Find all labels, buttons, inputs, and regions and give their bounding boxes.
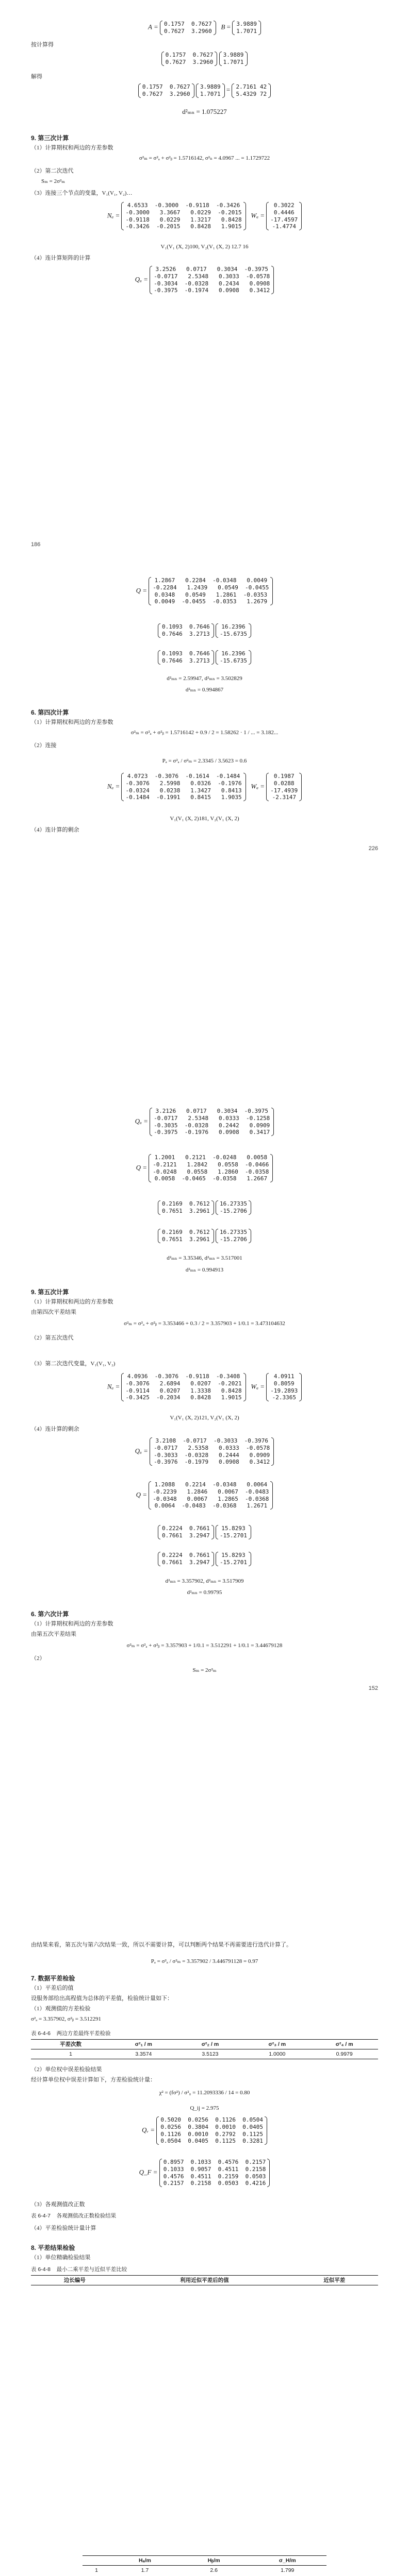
sec9-step4: V₁(V₁ (X, 2)100, V₂(V₁ (X, 2) 12.7 16 [160, 244, 249, 250]
sec13-line8: （4）平差检验统计量计算 [31, 2225, 96, 2231]
matrix-m_big2 [152, 266, 271, 294]
matrix-row: 2.7161 42 [236, 83, 267, 90]
sec11-eq1: σ²ₘ = σ²ₐ + σ²ᵦ = 3.353466 + 0.3 / 2 = 3.357903 + 1/0.1 = 3.473104632 [124, 1320, 285, 1327]
table-heights [83, 2555, 326, 2576]
matrix-row: 4.0723 -0.3076 -0.1614 -0.1484 [127, 773, 240, 779]
matrix-row: -0.2284 1.2439 0.0549 -0.0455 [153, 584, 269, 591]
sec11-matrix-system: Nₐ = 4.0936 -0.3076 -0.9118 -0.3408 -0.3076 2.6894 0.0207 -0.2021 -0.9114 0.0207 1.3338 0.8428 -0.3425 -0.2034 0.8428 1.9015 Wₐ = 4.0911 0.8059 -19.2893 -2.3365 [0, 1373, 409, 1401]
sec10b-eq-4 [0, 1229, 409, 1243]
result-1: d²ₘₙ = 1.075227 [182, 108, 227, 115]
table-cell: 3.3574 [135, 2051, 152, 2058]
eq-A-label: A = [148, 23, 158, 31]
sec12-eq3: Pₐ = σ²ₐ / σ²ₘ = 3.357902 / 3.446791128 = 0.97 [151, 1958, 258, 1964]
eq-solution-1: 0.1757 0.7627 0.7627 3.2960 3.9889 1.7071 = 2.7161 42 5.4329 72 [0, 83, 409, 98]
sec9-step2: （2）第二次迭代 [31, 168, 74, 174]
sec13-matrix-qf: Q_F = 0.8957 0.1033 0.4576 0.2157 0.1033 0.9057 0.4511 0.2158 0.4576 0.4511 0.2159 0.0503 0.2157 0.2158 0.0503 0.4216 [0, 2159, 409, 2187]
sec10b-matrix-2: Q = 1.2001 0.2121 -0.0248 0.0058 -0.2121 1.2842 0.0558 -0.0466 -0.0248 0.0558 1.2860 -0.0358 0.0058 -0.0465 -0.0358 1.2667 [0, 1154, 409, 1182]
matrix-row: 4.6533 -0.3000 -0.9118 -0.3426 [127, 202, 240, 209]
table1-wrap [31, 2039, 378, 2059]
sec13-line2: 设服务部给出高程值为总体的平差值，检验统计量如下： [31, 1995, 173, 2002]
matrix-row: 0.7651 3.2961 [162, 1235, 210, 1243]
sec10-eq1: σ²ₘ = σ²ₐ + σ²ᵦ = 1.5716142 + 0.9 / 2 = 1.58262 · 1 / ... = 3.182... [130, 730, 279, 736]
table-header-cell: σ_H/m [279, 2557, 296, 2564]
matrix-m_c5 [218, 650, 249, 665]
table-cell: 1 [95, 2567, 98, 2574]
matrix-row: -0.9118 0.0229 1.3217 0.8428 [125, 216, 242, 223]
sec9b-eq-3 [0, 650, 409, 665]
matrix-m_c4 [160, 650, 211, 665]
matrix-m_d6 [218, 1229, 249, 1243]
matrix-row: -0.3076 2.5998 0.0326 -0.1976 [125, 779, 242, 787]
table-cell: 3.5123 [202, 2051, 219, 2058]
table3-wrap [31, 2275, 378, 2285]
sec12-step1b: 由第五次平差结果 [31, 1631, 76, 1637]
matrix-row: 0.7627 3.2960 [163, 27, 212, 35]
matrix-m_F1 [199, 83, 222, 98]
heading-sec10: 6. 第四次计算 [31, 709, 69, 716]
sec11-step3: （3）第二次迭代变量，V₁(V₁, V₂) [31, 1361, 116, 1367]
matrix-row: -15.6735 [219, 657, 247, 664]
matrix-row: 3.9889 [200, 83, 221, 90]
table-cell: 0.9979 [336, 2051, 353, 2058]
sec10-step1: （1）计算期权和两边的方差参数 [31, 719, 113, 725]
table-header-cell: σ²₂ / m [201, 2041, 219, 2047]
sec9b-matrix-1: Q = 1.2867 0.2284 -0.0348 0.0049 -0.2284 1.2439 0.0549 -0.0455 0.0348 0.0549 1.2861 -0.0353 0.0049 -0.0455 -0.0353 1.2679 [0, 577, 409, 605]
matrix-row: -0.3034 -0.0328 0.2434 0.0908 [154, 280, 270, 287]
matrix-row: -17.4939 [270, 787, 298, 794]
page-number-3: 152 [368, 1685, 378, 1691]
matrix-row: -15.2701 [219, 1532, 247, 1539]
sec9-matrix-system: Nₐ = 4.6533 -0.3000 -0.9118 -0.3426 -0.3000 3.3667 0.0229 -0.2015 -0.9118 0.0229 1.3217 0.8428 -0.3426 -0.2015 0.8428 1.9015 Wₐ = 0.3022 0.4446 -17.4597 -1.4774 [0, 202, 409, 230]
matrix-row: 4.0911 [273, 1373, 295, 1380]
matrix-m_big1 [124, 202, 243, 230]
matrix-row: -0.2121 1.2842 0.0558 -0.0466 [153, 1161, 269, 1168]
table3-caption: 表 6-4-8 最小二乘平差与近似平差比较 [31, 2266, 127, 2273]
sec13-line1: （1）平差后的值 [31, 1985, 74, 1991]
sec13-line3: （1）观测值的方差检验 [31, 2006, 91, 2012]
matrix-row: -0.9114 0.0207 1.3338 0.8428 [125, 1387, 242, 1394]
matrix-m_big1b [269, 202, 299, 230]
matrix-m_s11 [124, 1373, 243, 1401]
matrix-row: -19.2893 [270, 1387, 298, 1394]
matrix-row: 0.0348 0.0549 1.2861 -0.0353 [154, 591, 268, 598]
matrix-row: -0.0717 2.5358 0.0333 -0.0578 [154, 1444, 270, 1451]
eq-matrix-A: A = 0.1757 0.7627 0.7627 3.2960 B = 3.9889 1.7071 [0, 21, 409, 35]
matrix-m_s11g [160, 1552, 211, 1566]
sec14-line1: （1）单位精确检验结果 [31, 2255, 91, 2261]
matrix-m_B1 [235, 21, 258, 35]
table-header-cell: Hᵦ/m [207, 2557, 220, 2564]
sol-label: 解得 [31, 74, 42, 80]
heading-sec9: 9. 第三次计算 [31, 134, 69, 142]
matrix-row: 16.2396 [221, 623, 246, 630]
sec9-step5: （4）连计算矩阵的计算 [31, 255, 91, 261]
sec10-step2: （2）连接 [31, 742, 57, 749]
matrix-row: 0.1757 0.7627 [165, 52, 214, 58]
eq-solve-1 [0, 52, 409, 66]
table-header-cell: 近似平差 [323, 2277, 346, 2283]
matrix-row: 0.5020 0.0256 0.1126 0.0504 [160, 2116, 263, 2123]
solve-label: 按计算得 [31, 42, 54, 48]
sec12-side-note: 由结果来看，第五次与第六次结果一致，所以不需要计算，可以判断两个结果不再需要进行迭代计算了。 [31, 1942, 292, 1948]
matrix-row: 0.7627 3.2960 [142, 90, 190, 97]
sec10b-result-2: d²ₘₙ = 0.994913 [185, 1267, 224, 1273]
matrix-row: -0.3425 -0.2034 0.8428 1.9015 [125, 1394, 242, 1401]
sec13-matrix-q: Qᵥ = 0.5020 0.0256 0.1126 0.0504 0.0256 0.3804 0.0010 0.0405 0.1126 0.0010 0.2792 0.1125 0.0504 0.0405 0.1125 0.3281 [0, 2116, 409, 2145]
table-variance-final [31, 2039, 378, 2059]
matrix-m_s10 [124, 773, 243, 801]
matrix-row: -15.6735 [219, 630, 247, 637]
sec11-result-1: d²ₘₙ = 3.357902, d²ₘₙ = 3.517909 [165, 1578, 244, 1584]
matrix-row: 3.9889 [236, 21, 257, 27]
matrix-row: -0.3035 -0.0328 0.2442 0.0909 [154, 1122, 270, 1129]
matrix-row: 0.1093 0.7646 [162, 650, 210, 657]
sec12-step2: （2） [31, 1655, 45, 1662]
table-cell: 1.0000 [269, 2051, 286, 2058]
table-cell: 1 [69, 2051, 72, 2058]
matrix-row: 16.27335 [219, 1229, 247, 1235]
sec13-line7: （3）各观测值改正数 [31, 2201, 85, 2208]
table-cell: 1.799 [281, 2567, 295, 2574]
table-header-cell: Hₐ/m [139, 2557, 151, 2564]
matrix-row: 0.1126 0.0010 0.2792 0.1125 [160, 2130, 263, 2138]
table1-caption: 表 6-4-6 两边方差最终平差检验 [31, 2030, 111, 2037]
matrix-m_d5 [160, 1229, 211, 1243]
matrix-row: 1.7071 [223, 58, 244, 65]
matrix-m_c1 [151, 577, 270, 605]
table-header-cell: 边长编号 [63, 2277, 86, 2283]
matrix-row: 0.1987 [273, 773, 295, 779]
table-header-cell [83, 2556, 110, 2566]
matrix-row: 0.7627 3.2960 [165, 58, 214, 65]
sec9b-result-1: d²ₘₙ = 2.59947, d²ₘₙ = 3.502829 [167, 675, 242, 682]
sec13-line6: 经计算单位权中误差计算如下，方差检验统计量： [31, 2077, 156, 2083]
matrix-row: 15.8293 [221, 1525, 246, 1532]
sec10-eq-frac: Pₐ = σ²ₐ / σ²ₘ = 2.3345 / 3.5623 = 0.6 [162, 758, 247, 764]
sec11-step5: （4）连计算的剩余 [31, 1426, 79, 1432]
matrix-row: 0.7661 3.2947 [162, 1558, 210, 1566]
matrix-row: -0.0348 0.0067 1.2865 -0.0368 [153, 1495, 269, 1502]
sec13-eq-q: Q_ij = 2.975 [190, 2105, 219, 2111]
sec13-eq-chi: χ² = (fσ²) / σ²₀ = 11.2093336 / 14 = 0.80 [159, 2090, 250, 2096]
matrix-row: -0.0717 2.5348 0.3033 -0.0578 [154, 273, 270, 280]
heading-sec13: 7. 数据平差检验 [31, 1975, 75, 1982]
table-header-cell: σ²₁ / m [135, 2041, 152, 2047]
sec9-eq2: Sₘ = 2σ²ₘ [41, 178, 66, 184]
matrix-m_q [159, 2116, 265, 2145]
matrix-row: 0.3022 [273, 202, 295, 209]
sec10-matrix-system: Nₐ = 4.0723 -0.3076 -0.1614 -0.1484 -0.3076 2.5998 0.0326 -0.1976 -0.0324 0.0238 1.3427 0.8413 -0.1484 -0.1991 0.8415 1.9035 Wₐ = 0.1987 0.0288 -17.4939 -2.3147 [0, 773, 409, 801]
sec11-matrix-c: Qₐ = 3.2108 -0.0717 -0.3033 -0.3976 -0.0717 2.5358 0.0333 -0.0578 -0.3033 -0.0328 0.2444 0.0909 -0.3976 -0.1979 0.0908 0.3412 [0, 1437, 409, 1466]
table-header-row [31, 2040, 378, 2049]
matrix-row: 16.2396 [221, 650, 246, 657]
matrix-row: -0.3076 2.6894 0.0207 -0.2021 [125, 1380, 242, 1387]
matrix-row: 0.1033 0.9057 0.4511 0.2158 [163, 2165, 266, 2173]
matrix-row: 0.0288 [273, 779, 295, 787]
matrix-row: 3.2526 0.0717 0.3034 -0.3975 [155, 266, 268, 273]
sec11-result-2: d²ₘₙ = 0.99795 [187, 1589, 222, 1596]
matrix-row: 0.8957 0.1033 0.4576 0.2157 [163, 2159, 266, 2165]
sec9-matrix-2: Qₐ = 3.2526 0.0717 0.3034 -0.3975 -0.0717 2.5348 0.3033 -0.0578 -0.3034 -0.0328 0.2434 0.0908 -0.3975 -0.1974 0.0908 0.3412 [0, 266, 409, 294]
matrix-row: 0.8059 [273, 1380, 295, 1387]
matrix-m_C1 [164, 52, 215, 66]
sec13-line5: （2）单位权中误差检验结果 [31, 2066, 102, 2073]
sec11-step1b: 由第四次平差结果 [31, 1309, 76, 1315]
matrix-m_d1 [152, 1108, 271, 1136]
matrix-row: -15.2706 [219, 1235, 247, 1243]
matrix-row: 0.1757 0.7627 [163, 21, 212, 27]
matrix-m_d2 [151, 1154, 270, 1182]
matrix-row: -0.3426 -0.2015 0.8428 1.9015 [125, 223, 242, 230]
matrix-m_s11e [160, 1525, 211, 1539]
matrix-row: -0.0717 2.5348 0.0333 -0.1258 [154, 1114, 270, 1122]
matrix-B1 [232, 21, 261, 35]
matrix-row: 1.2088 0.2214 -0.0348 0.0064 [154, 1481, 268, 1488]
matrix-row: 3.9889 [223, 52, 244, 58]
matrix-row: -0.3033 -0.0328 0.2444 0.0909 [154, 1451, 270, 1459]
matrix-row: 0.2224 0.7661 [162, 1525, 210, 1532]
matrix-m_s11f [218, 1525, 249, 1539]
table-cell: 1.7 [141, 2567, 149, 2574]
sec13-line4: σ²ₐ = 3.357902, σ²ᵦ = 3.512291 [31, 2016, 101, 2022]
table-header-cell: 利用近似平差后的值 [180, 2277, 229, 2283]
sec10b-eq-3 [0, 1200, 409, 1215]
matrix-m_qf [162, 2159, 268, 2187]
table-comparison [31, 2275, 378, 2285]
matrix-row: 15.8293 [221, 1552, 246, 1558]
matrix-row: -0.3975 -0.1974 0.0908 0.3412 [154, 287, 270, 294]
matrix-row: 0.0049 -0.0455 -0.0353 1.2679 [154, 598, 268, 605]
sec11-step1: （1）计算期权和两边的方差参数 [31, 1299, 113, 1305]
matrix-row: 0.4446 [273, 209, 295, 216]
matrix-m_c3 [218, 623, 249, 638]
matrix-row: 5.4329 72 [236, 90, 267, 97]
sec9b-result-2: d²ₘₙ = 0.994867 [185, 687, 224, 693]
matrix-row: -0.2239 1.2846 0.0067 -0.0483 [153, 1488, 269, 1495]
eq-B-label: B [221, 23, 225, 31]
matrix-row: 3.2126 0.0717 0.3034 -0.3975 [155, 1108, 268, 1114]
matrix-row: 0.2169 0.7612 [162, 1200, 210, 1207]
matrix-m_d3 [160, 1200, 211, 1215]
matrix-row: 4.0936 -0.3076 -0.9118 -0.3408 [127, 1373, 240, 1380]
table2-caption: 表 6-4-7 各观测值改正数检验结果 [31, 2213, 117, 2219]
table4-wrap [83, 2555, 326, 2576]
matrix-A1 [160, 21, 216, 35]
matrix-row: 16.27335 [219, 1200, 247, 1207]
matrix-row: 0.2224 0.7661 [162, 1552, 210, 1558]
page-number-2: 226 [368, 845, 378, 852]
matrix-row: -0.1484 -0.1991 0.8415 1.9035 [125, 794, 242, 801]
matrix-row: 0.7661 3.2947 [162, 1532, 210, 1539]
matrix-row: -2.3365 [272, 1394, 296, 1401]
matrix-row: 1.7071 [236, 27, 257, 35]
matrix-row: -0.3975 -0.1976 0.0908 0.3417 [154, 1129, 270, 1136]
matrix-row: 0.7651 3.2961 [162, 1207, 210, 1214]
heading-sec11: 9. 第五次计算 [31, 1289, 69, 1296]
sec12-step1: （1）计算期权和两边的方差参数 [31, 1621, 113, 1627]
matrix-m_s11c [152, 1437, 271, 1466]
table-header-row [83, 2556, 326, 2566]
matrix-row: -17.4597 [270, 216, 298, 223]
matrix-row: -0.0324 0.0238 1.3427 0.8413 [125, 787, 242, 794]
matrix-row: 1.2867 0.2284 -0.0348 0.0049 [154, 577, 268, 584]
sec11-eq-g [0, 1552, 409, 1566]
table-header-row [31, 2276, 378, 2285]
matrix-row: -1.4774 [272, 223, 296, 230]
sec11-step4: V₁(V₁ (X, 2)121, V₂(V₁ (X, 2) [170, 1415, 239, 1421]
table-header-cell: σ²₃ / m [268, 2041, 286, 2047]
matrix-row: -15.2706 [219, 1207, 247, 1214]
matrix-m_c2 [160, 623, 211, 638]
sec9-eq1: σ²ₘ = σ²ₐ + σ²ᵦ = 1.5716142, σ²ₙ = 4.0967 ... = 1.1729722 [139, 155, 270, 161]
matrix-m_A1 [162, 21, 214, 35]
matrix-m_D1 [222, 52, 246, 66]
sec12-eq1: σ²ₘ = σ²ₐ + σ²ᵦ = 3.357903 + 1/0.1 = 3.512291 + 1/0.1 = 3.44679128 [126, 1642, 283, 1649]
sec9-step3: （3）连接三个节点的变量，V₁(V₁, V₂)… [31, 190, 133, 196]
sec10-step4: （4）连计算的剩余 [31, 827, 79, 833]
heading-sec12: 6. 第六次计算 [31, 1611, 69, 1618]
sec11-step2: （2）第五次迭代 [31, 1335, 74, 1341]
table-header-cell: σ²₄ / m [335, 2041, 353, 2047]
matrix-row: -2.3147 [272, 794, 296, 801]
matrix-row: -15.2701 [219, 1558, 247, 1566]
matrix-row: -0.0248 0.0558 1.2860 -0.0358 [153, 1168, 269, 1175]
sec10b-matrix-1: Qₐ = 3.2126 0.0717 0.3034 -0.3975 -0.0717 2.5348 0.0333 -0.1258 -0.3035 -0.0328 0.2442 0.0909 -0.3975 -0.1976 0.0908 0.3417 [0, 1108, 409, 1136]
sec11-eq-e [0, 1525, 409, 1539]
table-cell: 2.6 [210, 2567, 218, 2574]
matrix-row: 0.1093 0.7646 [162, 623, 210, 630]
table-row [83, 2566, 326, 2575]
matrix-row: 0.7646 3.2713 [162, 657, 210, 664]
matrix-row: 1.2001 0.2121 -0.0248 0.0058 [154, 1154, 268, 1161]
matrix-m_s11b [269, 1373, 299, 1401]
matrix-row: 0.2157 0.2158 0.0503 0.4216 [163, 2180, 266, 2187]
matrix-row: 0.7646 3.2713 [162, 630, 210, 637]
table-row [31, 2049, 378, 2059]
matrix-row: 0.0064 -0.0483 -0.0368 1.2671 [154, 1502, 268, 1510]
matrix-m_d4 [218, 1200, 249, 1215]
heading-sec14: 8. 平差结果检验 [31, 2244, 75, 2251]
matrix-row: 0.0256 0.3804 0.0010 0.0405 [160, 2123, 263, 2130]
matrix-m_s11d [151, 1481, 270, 1510]
matrix-m_s10b [269, 773, 299, 801]
matrix-row: 0.1757 0.7627 [142, 83, 190, 90]
sec10-step3: V₁(V₁ (X, 2)181, V₂(V₁ (X, 2) [170, 816, 239, 822]
matrix-row: 3.2108 -0.0717 -0.3033 -0.3976 [155, 1437, 268, 1444]
matrix-row: 0.0504 0.0405 0.1125 0.3281 [160, 2138, 263, 2145]
matrix-row: 1.7071 [200, 90, 221, 97]
sec9-step1: （1）计算期权和两边的方差参数 [31, 145, 113, 151]
sec11-matrix-d: Q = 1.2088 0.2214 -0.0348 0.0064 -0.2239 1.2846 0.0067 -0.0483 -0.0348 0.0067 1.2865 -0.0368 0.0064 -0.0483 -0.0368 1.2671 [0, 1481, 409, 1510]
matrix-row: 0.4576 0.4511 0.2159 0.0503 [163, 2173, 266, 2180]
matrix-row: 0.2169 0.7612 [162, 1229, 210, 1235]
matrix-m_E1 [141, 83, 192, 98]
matrix-m_s11h [218, 1552, 249, 1566]
sec12-eq2: Sₘ = 2σ²ₘ [192, 1667, 217, 1673]
matrix-m_G1 [234, 83, 268, 98]
page-number: 186 [31, 541, 41, 548]
matrix-row: 0.0058 -0.0465 -0.0358 1.2667 [154, 1175, 268, 1182]
sec9b-eq-2 [0, 623, 409, 638]
table-header-cell: 平差次数 [60, 2041, 81, 2047]
matrix-row: -0.3000 3.3667 0.0229 -0.2015 [125, 209, 242, 216]
sec10b-result-1: d²ₘₙ = 3.35346, d²ₘₙ = 3.517001 [167, 1255, 242, 1261]
matrix-row: -0.3976 -0.1979 0.0908 0.3412 [154, 1459, 270, 1466]
